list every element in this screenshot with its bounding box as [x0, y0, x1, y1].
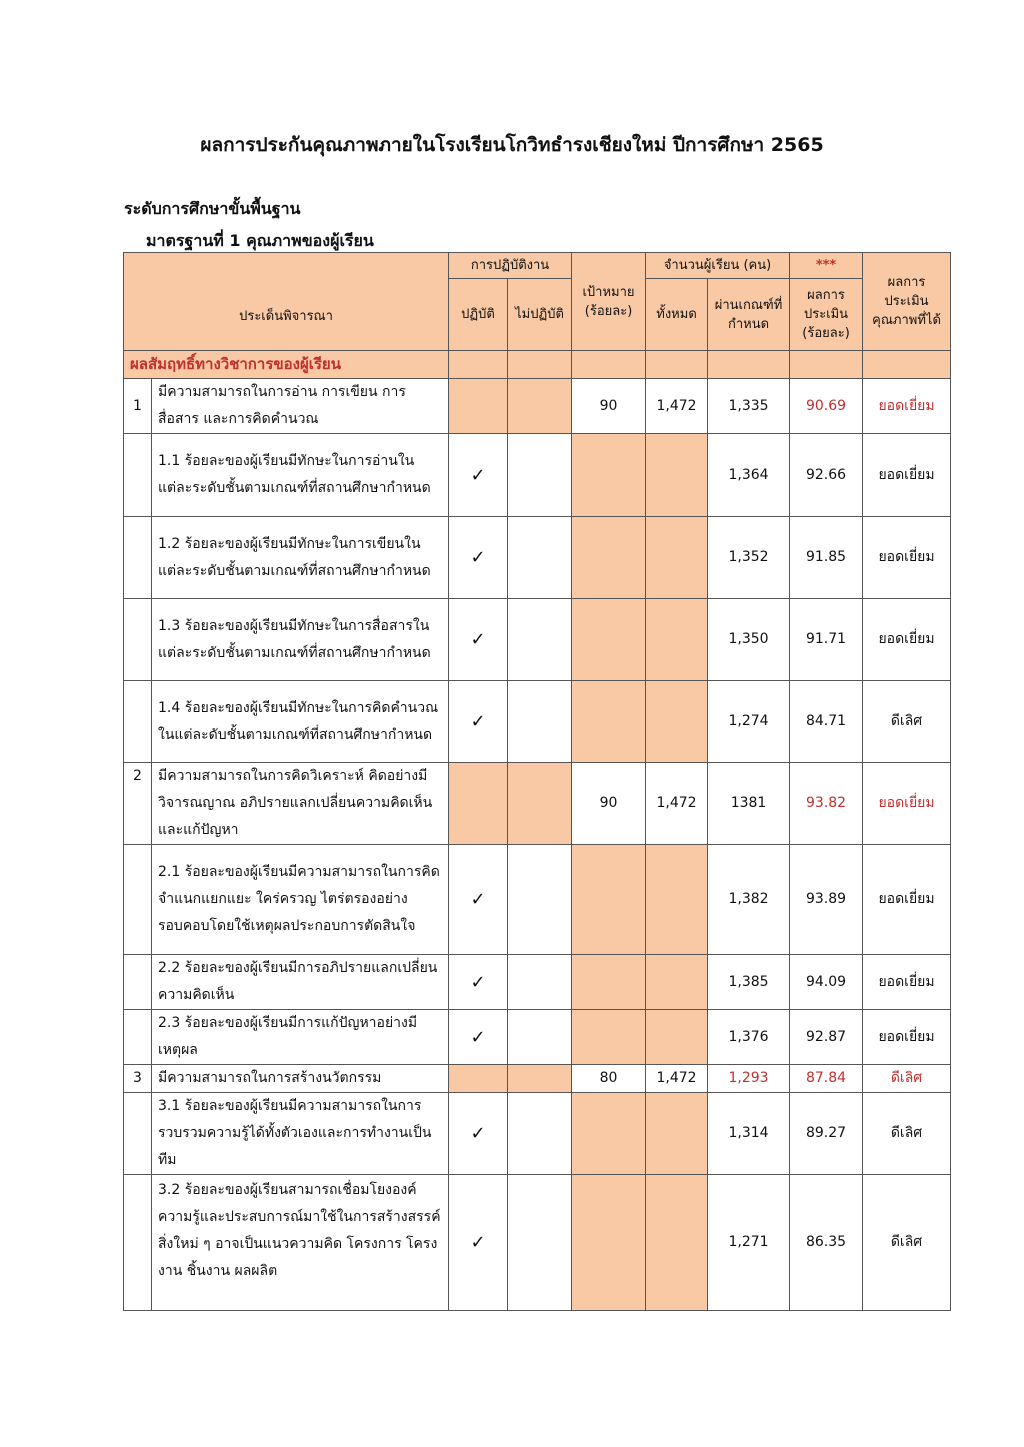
row-quality: ยอดเยี่ยม — [863, 517, 951, 599]
check-mark-icon: ✓ — [449, 1175, 508, 1311]
row-criteria: 2.2 ร้อยละของผู้เรียนมีการอภิปรายแลกเปลี่ยนความคิดเห็น — [152, 955, 449, 1010]
table-row — [124, 1093, 951, 1175]
table-row — [124, 434, 951, 517]
row-percent: 92.87 — [790, 1010, 863, 1065]
row-passed: 1381 — [708, 763, 790, 845]
education-level-heading: ระดับการศึกษาขั้นพื้นฐาน — [124, 199, 301, 218]
section-label: ผลสัมฤทธิ์ทางวิชาการของผู้เรียน — [124, 351, 449, 379]
header-not-practice: ไม่ปฏิบัติ — [508, 279, 572, 351]
table-row — [124, 1010, 951, 1065]
row-criteria: มีความสามารถในการสร้างนวัตกรรม — [152, 1065, 449, 1093]
header-result: ผลการประเมิน (ร้อยละ) — [790, 279, 863, 351]
table-row — [124, 1175, 951, 1311]
table-row — [124, 599, 951, 681]
row-target: 90 — [572, 379, 646, 434]
standard-heading: มาตรฐานที่ 1 คุณภาพของผู้เรียน — [146, 231, 374, 250]
check-mark-icon: ✓ — [449, 1010, 508, 1065]
row-percent: 87.84 — [790, 1065, 863, 1093]
row-total: 1,472 — [646, 1065, 708, 1093]
row-passed: 1,314 — [708, 1093, 790, 1175]
row-percent: 84.71 — [790, 681, 863, 763]
table-row — [124, 681, 951, 763]
row-criteria: 1.1 ร้อยละของผู้เรียนมีทักษะในการอ่านในแต่ละระดับชั้นตามเกณฑ์ที่สถานศึกษากำหนด — [152, 434, 449, 517]
row-quality: ดีเลิศ — [863, 1175, 951, 1311]
table-row — [124, 1065, 951, 1093]
header-passed: ผ่านเกณฑ์ที่กำหนด — [708, 279, 790, 351]
row-target: 80 — [572, 1065, 646, 1093]
row-criteria: 2.1 ร้อยละของผู้เรียนมีความสามารถในการคิดจำแนกแยกแยะ ใคร่ครวญ ไตร่ตรองอย่างรอบคอบโดยใช้เหตุผลประกอบการตัดสินใจ — [152, 845, 449, 955]
row-quality: ดีเลิศ — [863, 1065, 951, 1093]
row-passed: 1,382 — [708, 845, 790, 955]
row-passed: 1,335 — [708, 379, 790, 434]
row-percent: 91.85 — [790, 517, 863, 599]
row-percent: 93.89 — [790, 845, 863, 955]
row-number: 2 — [124, 763, 152, 845]
row-total: 1,472 — [646, 763, 708, 845]
row-quality: ยอดเยี่ยม — [863, 955, 951, 1010]
row-total: 1,472 — [646, 379, 708, 434]
row-quality: ดีเลิศ — [863, 681, 951, 763]
header-quality: ผลการประเมินคุณภาพที่ได้ — [863, 253, 951, 351]
row-criteria: 1.4 ร้อยละของผู้เรียนมีทักษะในการคิดคำนวณในแต่ละดับชั้นตามเกณฑ์ที่สถานศึกษากำหนด — [152, 681, 449, 763]
row-criteria: 1.2 ร้อยละของผู้เรียนมีทักษะในการเขียนในแต่ละระดับชั้นตามเกณฑ์ที่สถานศึกษากำหนด — [152, 517, 449, 599]
row-criteria: มีความสามารถในการอ่าน การเขียน การสื่อสาร และการคิดคำนวณ — [152, 379, 449, 434]
row-criteria: 3.1 ร้อยละของผู้เรียนมีความสามารถในการรวบรวมความรู้ได้ทั้งตัวเองและการทำงานเป็นทีม — [152, 1093, 449, 1175]
table-row — [124, 955, 951, 1010]
assessment-table — [123, 252, 951, 1311]
check-mark-icon: ✓ — [449, 845, 508, 955]
row-passed: 1,350 — [708, 599, 790, 681]
header-practice-group: การปฏิบัติงาน — [449, 253, 572, 279]
row-quality: ยอดเยี่ยม — [863, 845, 951, 955]
row-percent: 94.09 — [790, 955, 863, 1010]
row-passed: 1,352 — [708, 517, 790, 599]
header-target: เป้าหมาย (ร้อยละ) — [572, 253, 646, 351]
row-criteria: 2.3 ร้อยละของผู้เรียนมีการแก้ปัญหาอย่างมีเหตุผล — [152, 1010, 449, 1065]
check-mark-icon: ✓ — [449, 955, 508, 1010]
check-mark-icon: ✓ — [449, 434, 508, 517]
row-criteria: 1.3 ร้อยละของผู้เรียนมีทักษะในการสื่อสารในแต่ละระดับชั้นตามเกณฑ์ที่สถานศึกษากำหนด — [152, 599, 449, 681]
row-passed: 1,364 — [708, 434, 790, 517]
row-quality: ยอดเยี่ยม — [863, 763, 951, 845]
row-percent: 89.27 — [790, 1093, 863, 1175]
row-passed: 1,385 — [708, 955, 790, 1010]
row-quality: ยอดเยี่ยม — [863, 599, 951, 681]
row-quality: ยอดเยี่ยม — [863, 379, 951, 434]
page-title: ผลการประกันคุณภาพภายในโรงเรียนโกวิทธำรงเชียงใหม่ ปีการศึกษา 2565 — [200, 134, 824, 156]
row-passed: 1,293 — [708, 1065, 790, 1093]
table-row — [124, 379, 951, 434]
row-passed: 1,376 — [708, 1010, 790, 1065]
row-target: 90 — [572, 763, 646, 845]
header-total: ทั้งหมด — [646, 279, 708, 351]
row-quality: ยอดเยี่ยม — [863, 1010, 951, 1065]
check-mark-icon: ✓ — [449, 517, 508, 599]
check-mark-icon: ✓ — [449, 1093, 508, 1175]
table-row — [124, 517, 951, 599]
header-criteria: ประเด็นพิจารณา — [124, 253, 449, 351]
header-practice: ปฏิบัติ — [449, 279, 508, 351]
table-row — [124, 763, 951, 845]
row-percent: 90.69 — [790, 379, 863, 434]
row-passed: 1,274 — [708, 681, 790, 763]
row-number: 1 — [124, 379, 152, 434]
row-percent: 92.66 — [790, 434, 863, 517]
row-number: 3 — [124, 1065, 152, 1093]
row-percent: 86.35 — [790, 1175, 863, 1311]
row-passed: 1,271 — [708, 1175, 790, 1311]
header-stars: *** — [790, 253, 863, 279]
row-percent: 91.71 — [790, 599, 863, 681]
row-quality: ยอดเยี่ยม — [863, 434, 951, 517]
check-mark-icon: ✓ — [449, 681, 508, 763]
row-criteria: 3.2 ร้อยละของผู้เรียนสามารถเชื่อมโยงองค์ความรู้และประสบการณ์มาใช้ในการสร้างสรรค์สิ่งใหม่ ๆ อาจเป็นแนวความคิด โครงการ โครงงาน ชิ้นงาน ผลผลิต — [152, 1175, 449, 1311]
row-percent: 93.82 — [790, 763, 863, 845]
check-mark-icon: ✓ — [449, 599, 508, 681]
table-row — [124, 845, 951, 955]
header-students-group: จำนวนผู้เรียน (คน) — [646, 253, 790, 279]
row-quality: ดีเลิศ — [863, 1093, 951, 1175]
row-criteria: มีความสามารถในการคิดวิเคราะห์ คิดอย่างมีวิจารณญาณ อภิปรายแลกเปลี่ยนความคิดเห็นและแก้ปัญหา — [152, 763, 449, 845]
